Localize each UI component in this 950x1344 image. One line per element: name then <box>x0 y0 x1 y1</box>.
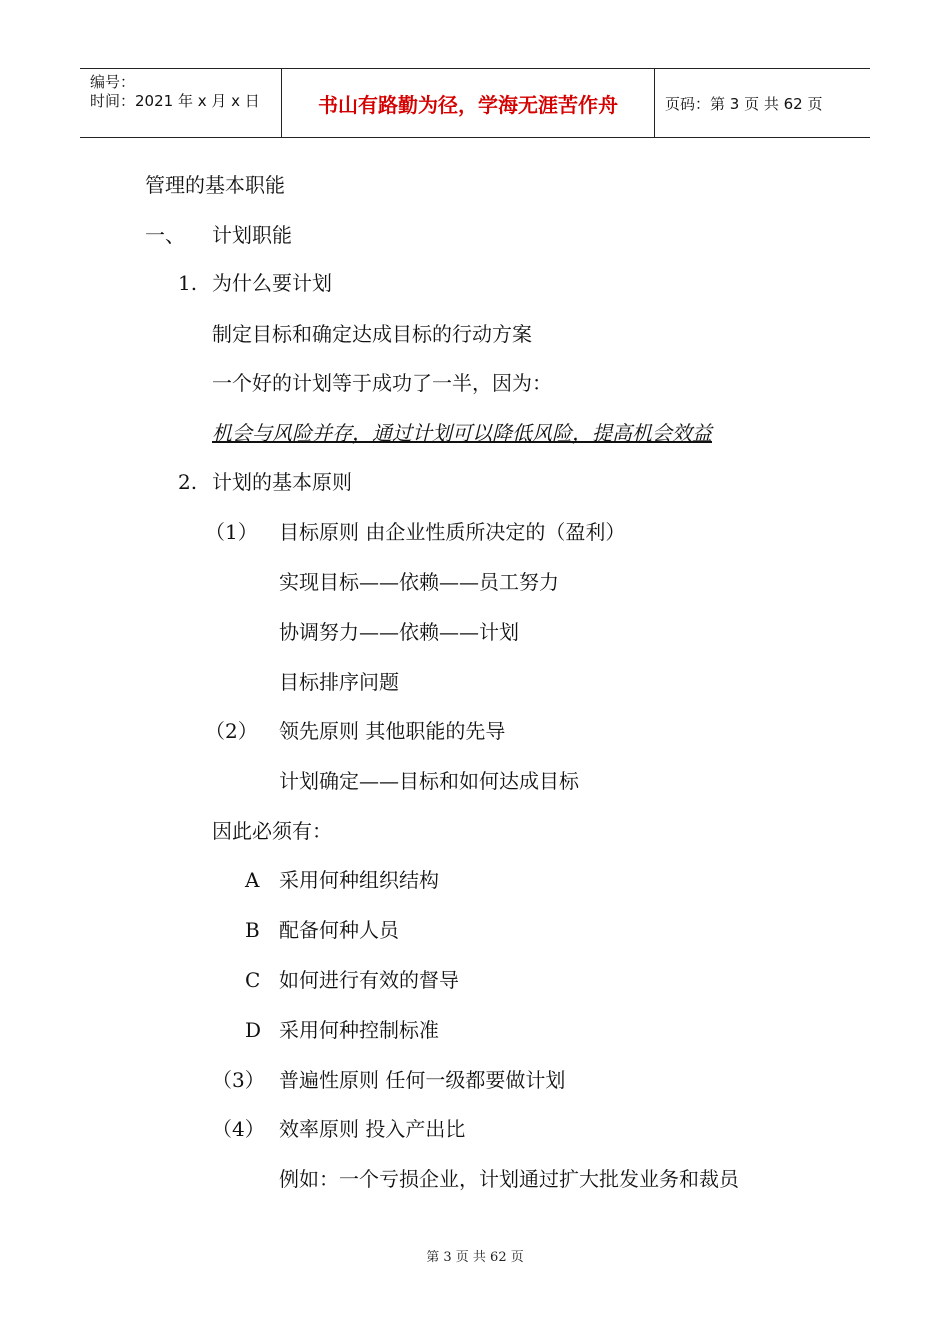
paragraph-line: 制定目标和确定达成目标的行动方案 <box>212 322 532 346</box>
number-label: 编号： <box>90 73 136 91</box>
item-title: 计划的基本原则 <box>212 470 352 494</box>
principle-text: 普遍性原则 任何一级都要做计划 <box>279 1068 566 1092</box>
page-header <box>80 68 870 138</box>
paragraph-line: 实现目标——依赖——员工努力 <box>279 570 559 594</box>
paragraph-line: 协调努力——依赖——计划 <box>279 620 519 644</box>
item-number: 2. <box>178 470 198 494</box>
option-letter: A <box>245 868 260 892</box>
option-text: 采用何种组织结构 <box>279 868 439 892</box>
principle-text: 目标原则 由企业性质所决定的（盈利） <box>279 520 626 544</box>
paragraph-line: 计划确定——目标和如何达成目标 <box>279 769 579 793</box>
item-number: 1. <box>178 271 198 295</box>
section-title: 计划职能 <box>212 223 292 247</box>
option-letter: D <box>245 1018 262 1042</box>
option-letter: C <box>245 968 261 992</box>
principle-number: （1） <box>205 520 258 544</box>
principle-number: （3） <box>212 1068 265 1092</box>
principle-number: （4） <box>212 1117 265 1141</box>
document-title: 管理的基本职能 <box>145 173 285 197</box>
paragraph-line: 一个好的计划等于成功了一半，因为： <box>212 371 552 395</box>
header-meta <box>80 69 282 137</box>
paragraph-line: 例如：一个亏损企业，计划通过扩大批发业务和裁员 <box>279 1167 739 1191</box>
paragraph-line: 因此必须有： <box>212 819 332 843</box>
principle-number: （2） <box>205 719 258 743</box>
principle-text: 领先原则 其他职能的先导 <box>279 719 506 743</box>
page-footer: 第 3 页 共 62 页 <box>426 1250 524 1265</box>
item-title: 为什么要计划 <box>212 271 332 295</box>
option-text: 如何进行有效的督导 <box>279 968 459 992</box>
paragraph-line: 目标排序问题 <box>279 670 399 694</box>
principle-text: 效率原则 投入产出比 <box>279 1117 466 1141</box>
option-text: 配备何种人员 <box>279 918 399 942</box>
option-text: 采用何种控制标准 <box>279 1018 439 1042</box>
section-number: 一、 <box>145 223 185 247</box>
time-label: 时间：2021 年 x 月 x 日 <box>90 92 260 110</box>
header-motto: 书山有路勤为径，学海无涯苦作舟 <box>282 69 655 137</box>
emphasized-line: 机会与风险并存，通过计划可以降低风险，提高机会效益 <box>212 421 712 445</box>
header-page-info: 页码：第 3 页 共 62 页 <box>665 94 823 113</box>
option-letter: B <box>245 918 260 942</box>
